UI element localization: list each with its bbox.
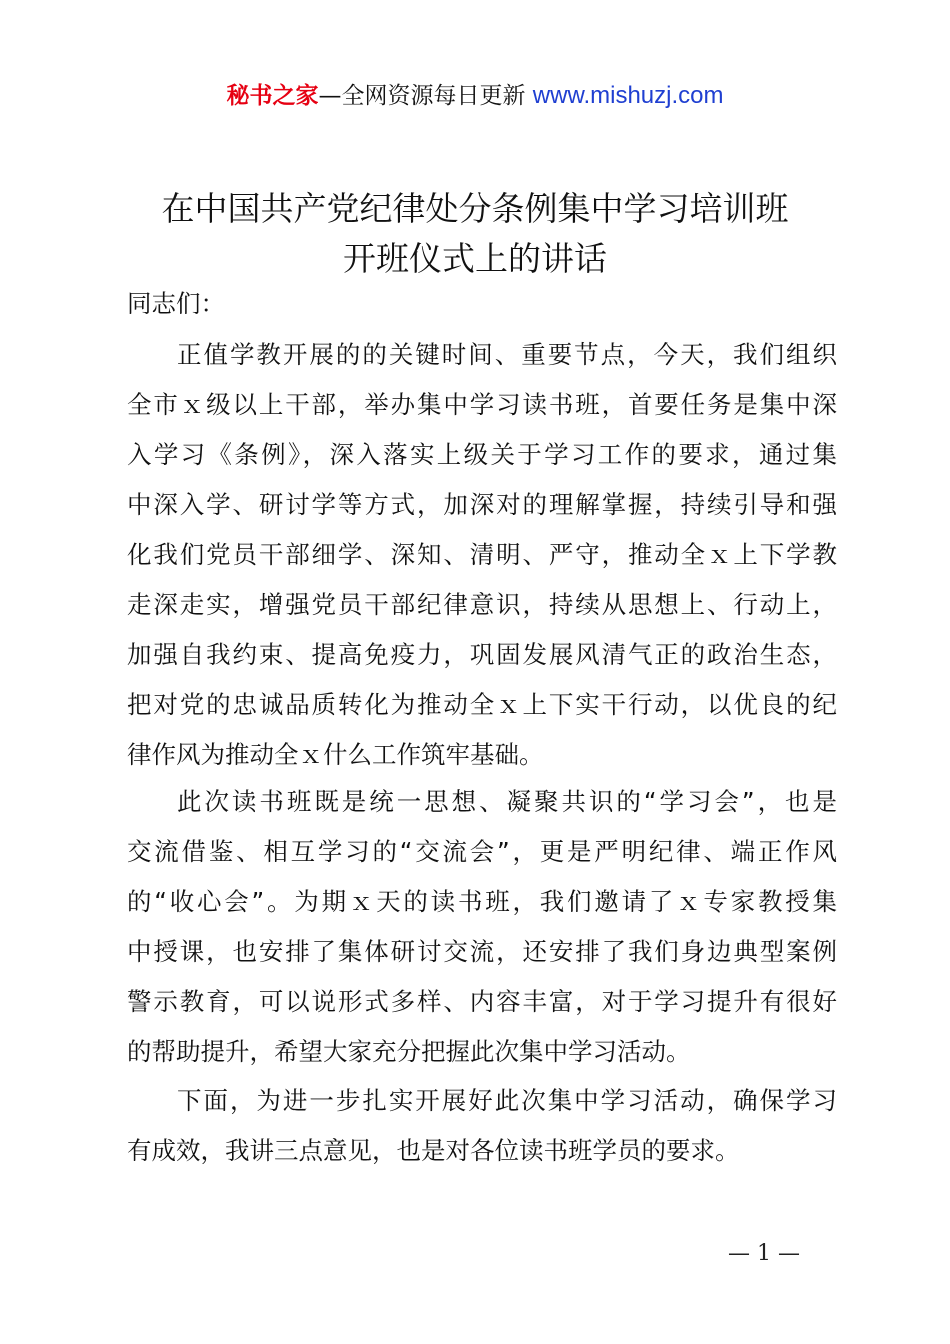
title-line-2: 开班仪式上的讲话 (343, 239, 607, 278)
paragraph-line: 加强自我约束、提高免疫力，巩固发展风清气正的政治生态， (127, 640, 837, 669)
paragraph-line: 全市ｘ级以上干部，举办集中学习读书班，首要任务是集中深 (127, 390, 837, 419)
paragraph-line: 的“收心会”。为期ｘ天的读书班，我们邀请了ｘ专家教授集 (127, 887, 837, 916)
site-url-link[interactable]: www.mishuzj.com (532, 82, 724, 109)
document-title (100, 184, 850, 284)
paragraph-line: 警示教育，可以说形式多样、内容丰富，对于学习提升有很好 (127, 987, 837, 1016)
paragraph-line: 律作风为推动全ｘ什么工作筑牢基础。 (127, 740, 544, 769)
paragraph-3 (127, 1076, 837, 1176)
site-tagline: —全网资源每日更新 (318, 83, 526, 109)
paragraph-line: 此次读书班既是统一思想、凝聚共识的“学习会”，也是 (177, 787, 837, 816)
paragraph-1 (127, 330, 837, 780)
paragraph-line: 的帮助提升，希望大家充分把握此次集中学习活动。 (127, 1037, 691, 1066)
paragraph-line: 把对党的忠诚品质转化为推动全ｘ上下实干行动，以优良的纪 (127, 690, 837, 719)
paragraph-line: 下面，为进一步扎实开展好此次集中学习活动，确保学习 (177, 1086, 837, 1115)
paragraph-line: 入学习《条例》，深入落实上级关于学习工作的要求，通过集 (127, 440, 837, 469)
paragraph-line: 化我们党员干部细学、深知、清明、严守，推动全ｘ上下学教 (127, 540, 837, 569)
paragraph-line: 正值学教开展的的关键时间、重要节点，今天，我们组织 (177, 340, 837, 369)
paragraph-line: 走深走实，增强党员干部纪律意识，持续从思想上、行动上， (127, 590, 837, 619)
salutation: 同志们： (127, 289, 225, 318)
paragraph-2 (127, 777, 837, 1077)
paragraph-line: 交流借鉴、相互学习的“交流会”，更是严明纪律、端正作风 (127, 837, 837, 866)
site-header (0, 80, 950, 112)
paragraph-line: 中深入学、研讨学等方式，加深对的理解掌握，持续引导和强 (127, 490, 837, 519)
page-number: — 1 — (728, 1241, 800, 1266)
paragraph-line: 有成效，我讲三点意见，也是对各位读书班学员的要求。 (127, 1136, 740, 1165)
paragraph-line: 中授课，也安排了集体研讨交流，还安排了我们身边典型案例 (127, 937, 837, 966)
site-brand: 秘书之家 (226, 83, 319, 109)
title-line-1: 在中国共产党纪律处分条例集中学习培训班 (161, 189, 789, 228)
